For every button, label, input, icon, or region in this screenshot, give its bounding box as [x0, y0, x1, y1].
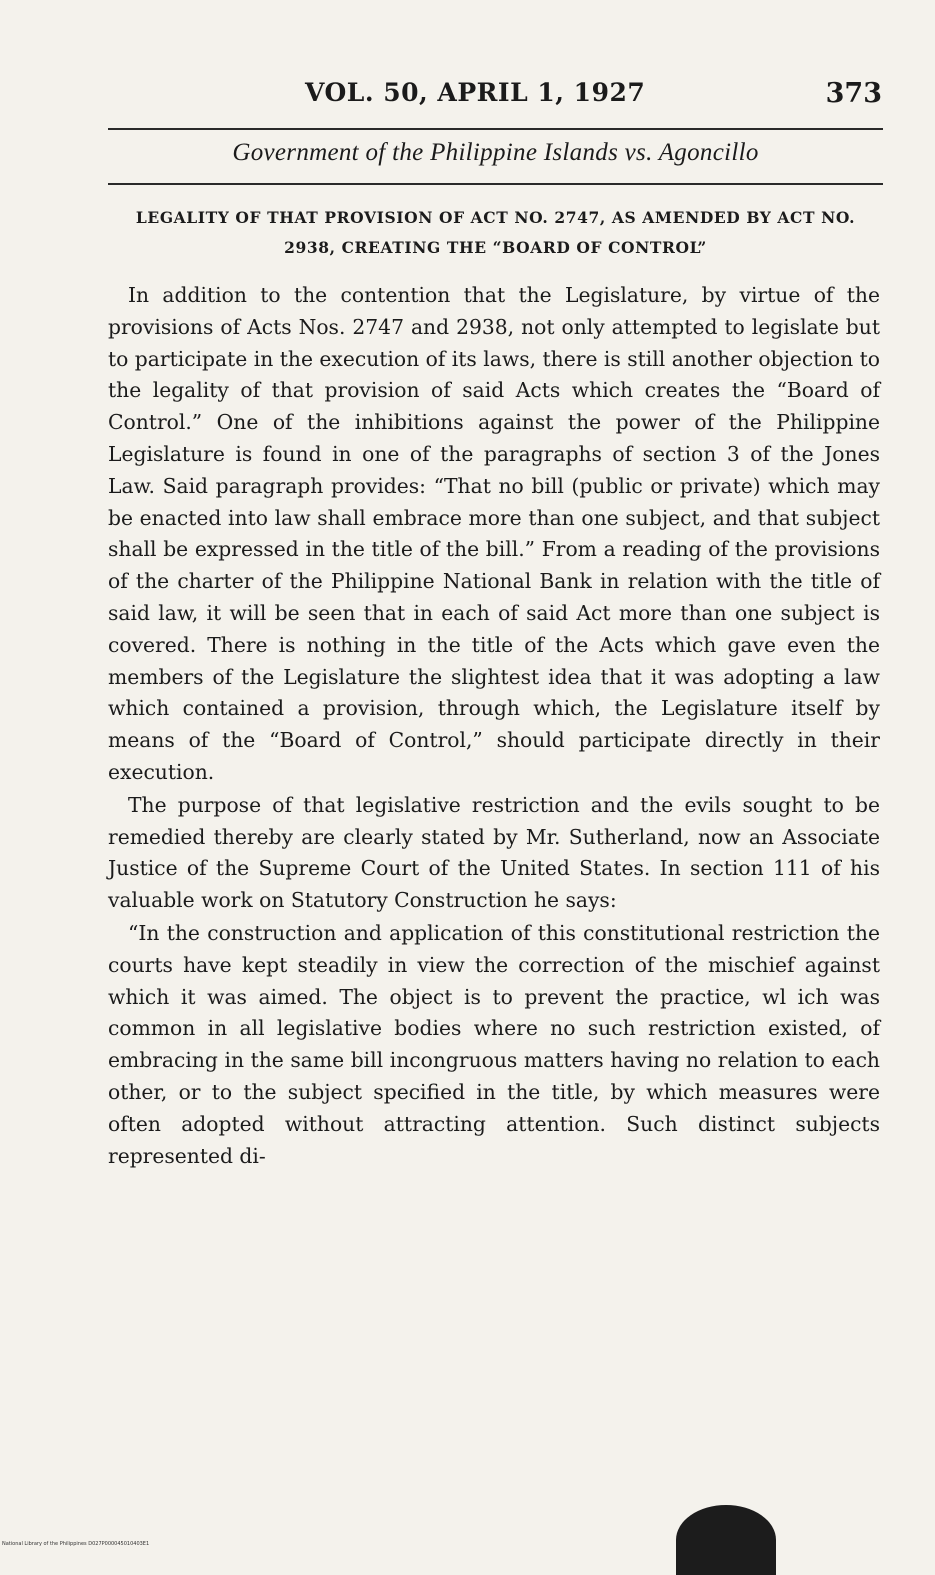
paragraph: “In the construction and application of this constitutional restriction the courts have kept steadily in view the correction of the mischief against which it was aimed. The object is to prevent the practice, wl ich was common in all legislative bodies where no such restriction existed, of embracing in the same bill incongruous matters having no relation to each other, or to the subject specified in the title, by which measures were often adopted without attracting attention. Such distinct subjects represented di- — [108, 920, 880, 1168]
scan-identifier: National Library of the Philippines D027P000045010403E1 — [2, 1541, 150, 1547]
volume-date-line: VOL. 50, APRIL 1, 1927 — [305, 78, 646, 107]
paragraph: The purpose of that legislative restriction and the evils sought to be remedied thereby are clearly stated by Mr. Sutherland, now an Associate Justice of the Supreme Court of the United States. In section 111 of his valuable work on Statutory Construction he says: — [108, 792, 880, 913]
title-rule — [108, 183, 883, 185]
running-head — [110, 78, 882, 118]
scanner-thumb-shadow — [676, 1505, 776, 1575]
paragraph: In addition to the contention that the Legislature, by virtue of the provisions of Acts Nos. 2747 and 2938, not only attempted to legislate but to participate in the execution of its laws, there is still another objection to the legality of that provision of said Acts which creates the “Board of Control.” One of the inhibitions against the power of the Philippine Legislature is found in one of the paragraphs of section 3 of the Jones Law. Said paragraph provides: “That no bill (public or private) which may be enacted into law shall embrace more than one subject, and that subject shall be expressed in the title of the bill.” From a reading of the provisions of the charter of the Philippine National Bank in relation with the title of said law, it will be seen that in each of said Act more than one subject is covered. There is nothing in the title of the Acts which gave even the members of the Legislature the slightest idea that it was adopting a law which contained a provision, through which, the Legislature itself by means of the “Board of Control,” should participate directly in their execution. — [108, 283, 880, 784]
section-heading: LEGALITY OF THAT PROVISION OF ACT NO. 2747, AS AMENDED BY ACT NO. 2938, CREATING THE “BOARD OF CONTROL” — [135, 208, 856, 257]
case-title: Government of the Philippine Islands vs. Agoncillo — [232, 139, 759, 166]
page-number: 373 — [825, 78, 882, 109]
top-rule — [108, 128, 883, 130]
body-text — [108, 280, 880, 1172]
